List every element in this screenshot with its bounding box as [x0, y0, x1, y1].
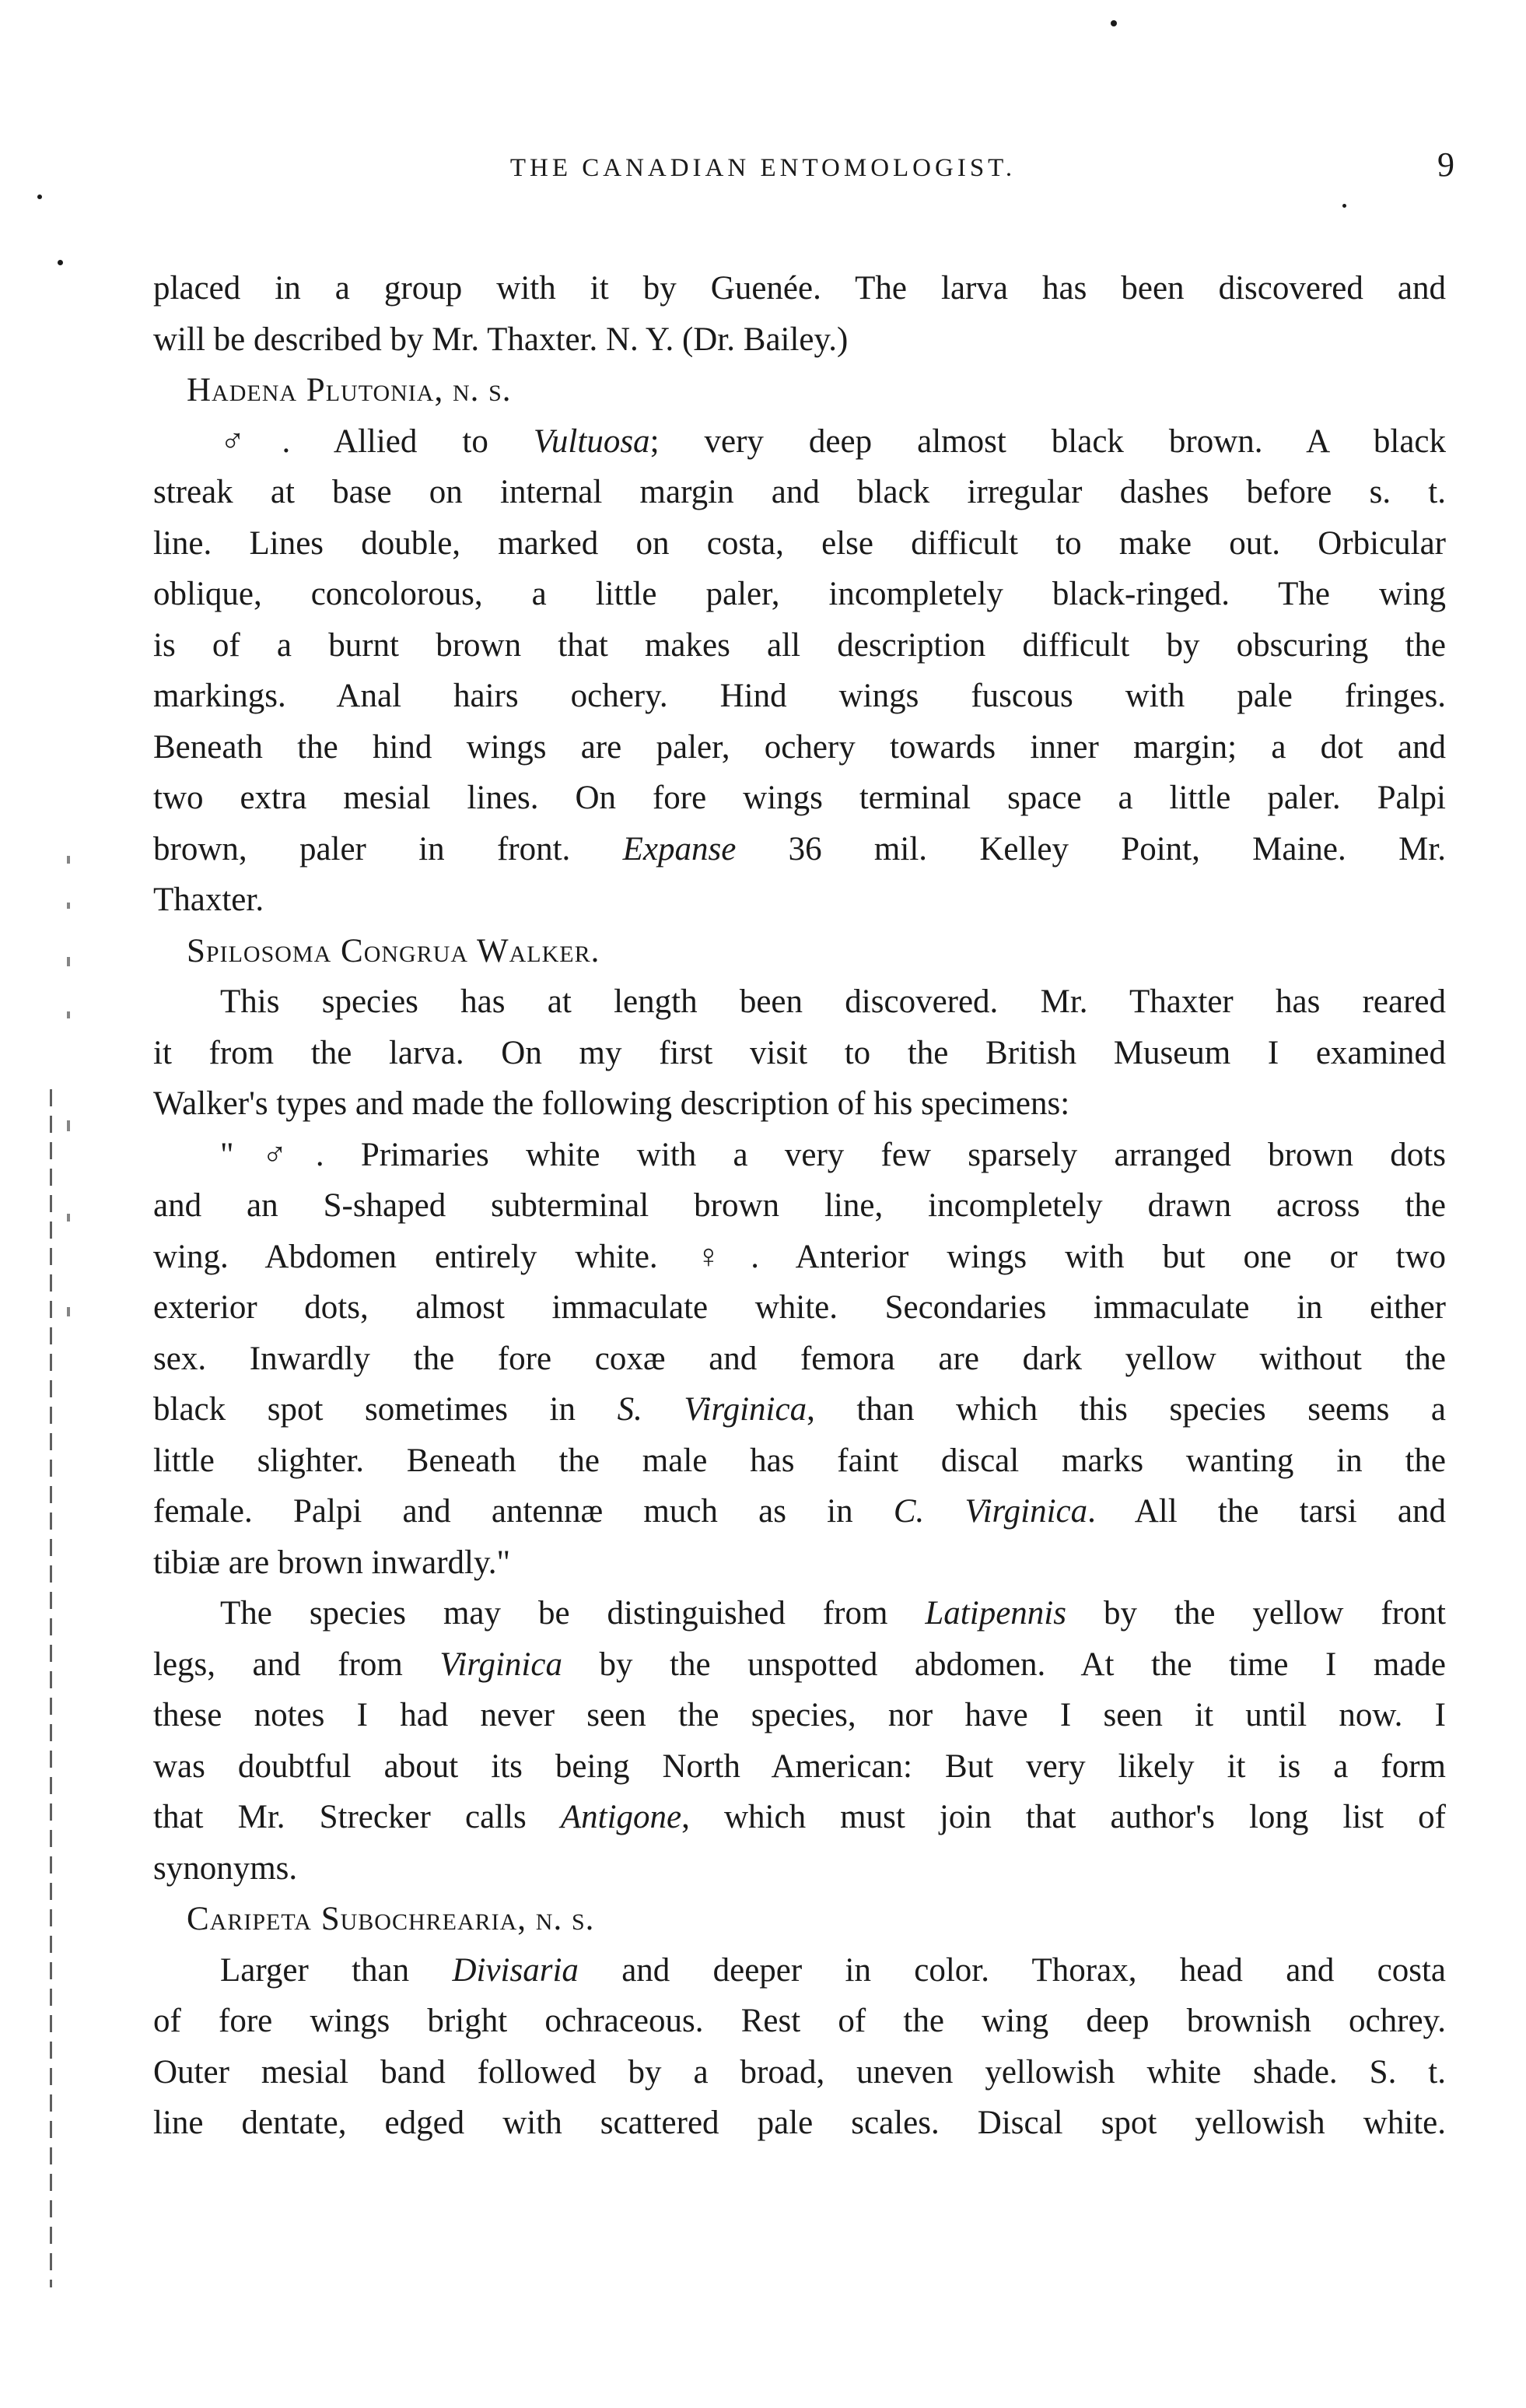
running-head: THE CANADIAN ENTOMOLOGIST.: [509, 154, 1017, 182]
text-line: Outer mesial band followed by a broad, uneven yellowish white shade. S. t.: [153, 2053, 1446, 2091]
text-line: female. Palpi and antennæ much as in C. Virginica. All the tarsi and: [153, 1493, 1446, 1530]
text-line: tibiæ are brown inwardly.": [153, 1544, 510, 1581]
margin-speck: [67, 1011, 70, 1018]
text-line: Beneath the hind wings are paler, ochery towards inner margin; a dot and: [153, 728, 1446, 766]
text-line: legs, and from Virginica by the unspotted abdomen. At the time I made: [153, 1646, 1447, 1683]
text-line: wing. Abdomen entirely white. ♀. Anterior wings with but one or two: [153, 1238, 1446, 1275]
section-heading: Caripeta Subochrearia, n. s.: [187, 1901, 595, 1937]
text-line: black spot sometimes in S. Virginica, than which this species seems a: [153, 1391, 1447, 1428]
text-line: Larger than Divisaria and deeper in color. Thorax, head and costa: [220, 1951, 1446, 1989]
margin-speck: [67, 1214, 70, 1222]
text-line: ♂. Allied to Vultuosa; very deep almost black brown. A black: [220, 422, 1446, 460]
text-line: little slighter. Beneath the male has faint discal marks wanting in the: [153, 1442, 1446, 1479]
text-line: Thaxter.: [153, 882, 264, 918]
text-line: line dentate, edged with scattered pale scales. Discal spot yellowish white.: [153, 2105, 1446, 2141]
section-heading: Hadena Plutonia, n. s.: [187, 372, 512, 408]
text-line: two extra mesial lines. On fore wings terminal space a little paler. Palpi: [153, 780, 1446, 816]
page-number: 9: [1437, 145, 1454, 184]
margin-speck: [67, 1120, 70, 1131]
text-line: The species may be distinguished from Latipennis by the yellow front: [220, 1595, 1446, 1632]
print-speck: [1111, 20, 1117, 26]
text-line: these notes I had never seen the species, nor have I seen it until now. I: [153, 1697, 1446, 1733]
text-line: placed in a group with it by Guenée. The larva has been discovered and: [153, 270, 1446, 307]
print-speck: [37, 195, 42, 199]
margin-speck: [67, 903, 70, 909]
text-line: "♂. Primaries white with a very few sparsely arranged brown dots: [220, 1136, 1446, 1173]
text-line: markings. Anal hairs ochery. Hind wings fuscous with pale fringes.: [153, 678, 1446, 714]
text-line: and an S-shaped subterminal brown line, incompletely drawn across the: [153, 1187, 1446, 1224]
text-line: of fore wings bright ochraceous. Rest of the wing deep brownish ochrey.: [153, 2003, 1446, 2039]
section-heading: Spilosoma Congrua Walker.: [187, 932, 600, 969]
margin-speck: [67, 1307, 70, 1316]
text-line: that Mr. Strecker calls Antigone, which must join that author's long list of: [153, 1799, 1446, 1835]
print-speck: [58, 260, 63, 265]
text-line: synonyms.: [153, 1849, 298, 1887]
text-line: was doubtful about its being North American: But very likely it is a form: [153, 1747, 1446, 1785]
margin-rule: [50, 1089, 52, 2287]
text-line: oblique, concolorous, a little paler, incompletely black-ringed. The wing: [153, 576, 1446, 612]
margin-speck: [67, 856, 70, 864]
text-line: exterior dots, almost immaculate white. Secondaries immaculate in either: [153, 1289, 1446, 1326]
text-line: brown, paler in front. Expanse 36 mil. Kelley Point, Maine. Mr.: [153, 830, 1446, 868]
text-line: it from the larva. On my first visit to the British Museum I examined: [153, 1034, 1446, 1071]
text-line: is of a burnt brown that makes all description difficult by obscuring the: [153, 626, 1446, 664]
text-line: This species has at length been discovered. Mr. Thaxter has reared: [220, 983, 1446, 1020]
text-line: sex. Inwardly the fore coxæ and femora are dark yellow without the: [153, 1340, 1446, 1377]
text-line: streak at base on internal margin and black irregular dashes before s. t.: [153, 474, 1446, 510]
print-speck: [1342, 204, 1346, 208]
margin-speck: [67, 957, 70, 966]
text-line: will be described by Mr. Thaxter. N. Y. (Dr. Bailey.): [153, 321, 849, 358]
text-line: Walker's types and made the following description of his specimens:: [153, 1085, 1070, 1122]
text-line: line. Lines double, marked on costa, else difficult to make out. Orbicular: [153, 524, 1446, 562]
